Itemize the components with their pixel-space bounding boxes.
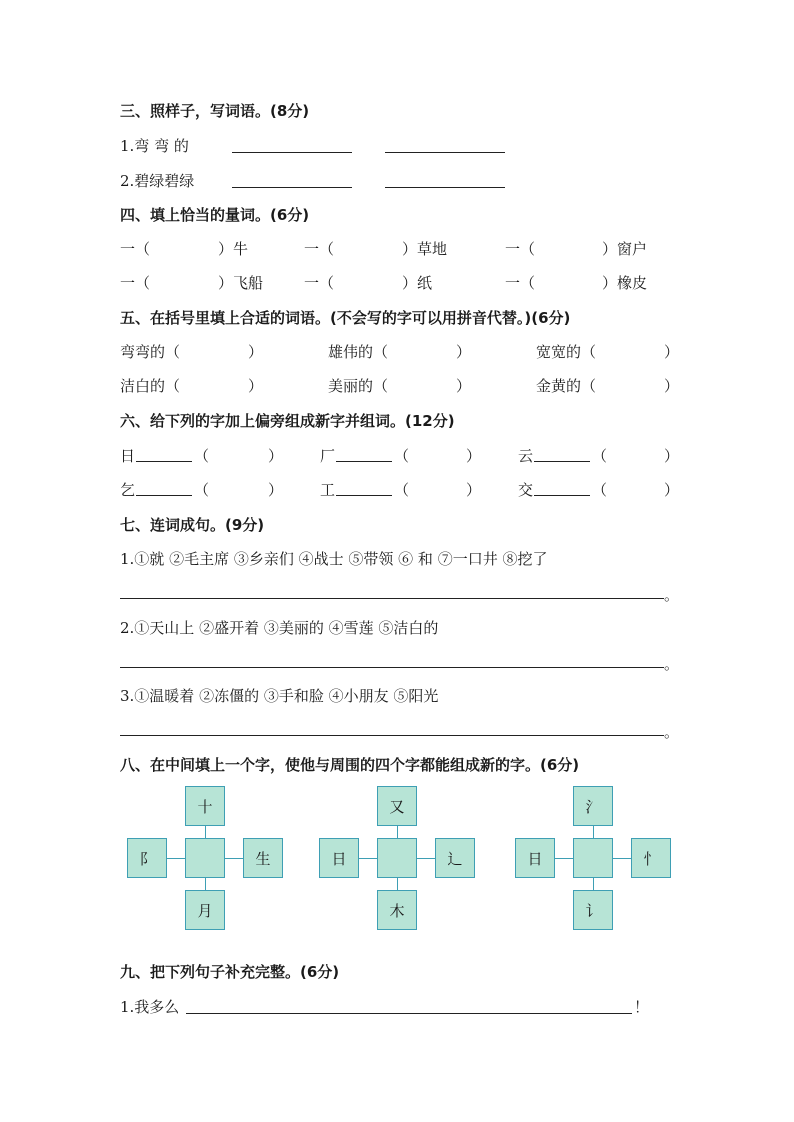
s3-blank-1a[interactable]	[232, 152, 352, 153]
section8-title: 八、在中间填上一个字，使他与周围的四个字都能组成新的字。(6分)	[120, 756, 580, 774]
top-char-box: 十	[185, 786, 225, 826]
s3-blank-2b[interactable]	[385, 187, 505, 188]
s6-r1c3-char: 云	[518, 447, 534, 465]
connector	[205, 825, 206, 839]
s6-r1c2-blank[interactable]	[336, 461, 392, 462]
s6-r1c1-close: ）	[268, 447, 284, 465]
s6-r1c2-open: （	[394, 447, 410, 465]
connector	[397, 825, 398, 839]
section3-title: 三、照样子，写词语。(8分)	[120, 102, 310, 120]
s7-item-3: 3.①温暖着 ②冻僵的 ③手和脸 ④小朋友 ⑤阳光	[120, 687, 439, 705]
s7-answer-line-1[interactable]	[120, 598, 664, 599]
s9-answer-line-1[interactable]	[186, 1013, 632, 1014]
s6-r2c2-close: ）	[466, 481, 482, 499]
section6-title: 六、给下列的字加上偏旁组成新字并组词。(12分)	[120, 412, 455, 430]
s4-r1c2-post: ）草地	[402, 240, 448, 258]
s4-r2c2-post: ）纸	[402, 274, 433, 292]
s6-r2c1-close: ）	[268, 481, 284, 499]
s7-answer-line-3[interactable]	[120, 735, 664, 736]
s4-r1c3-post: ）窗户	[602, 240, 648, 258]
s7-end-2: 。	[664, 655, 680, 673]
left-char-box: 日	[319, 838, 359, 878]
s4-r1c2-pre: 一（	[304, 240, 335, 258]
connector	[593, 825, 594, 839]
s7-item-1: 1.①就 ②毛主席 ③乡亲们 ④战士 ⑤带领 ⑥ 和 ⑦一口井 ⑧挖了	[120, 550, 548, 568]
s6-r2c2-char: 工	[320, 481, 336, 499]
s6-r1c3-blank[interactable]	[534, 461, 590, 462]
connector	[225, 858, 243, 859]
connector	[359, 858, 377, 859]
s5-r2c2-close: ）	[456, 377, 472, 395]
s4-r2c1-pre: 一（	[120, 274, 151, 292]
center-answer-box[interactable]	[573, 838, 613, 878]
s7-item-2: 2.①天山上 ②盛开着 ③美丽的 ④雪莲 ⑤洁白的	[120, 619, 439, 637]
s5-r2c2: 美丽的（	[328, 377, 389, 395]
connector	[417, 858, 435, 859]
s3-blank-1b[interactable]	[385, 152, 505, 153]
s5-r2c3-close: ）	[664, 377, 680, 395]
s6-r2c2-blank[interactable]	[336, 495, 392, 496]
section7-title: 七、连词成句。(9分)	[120, 516, 265, 534]
s6-r2c1-open: （	[194, 481, 210, 499]
section4-title: 四、填上恰当的量词。(6分)	[120, 206, 310, 224]
s6-r1c1-blank[interactable]	[136, 461, 192, 462]
s6-r1c1-char: 日	[120, 447, 136, 465]
s6-r1c3-close: ）	[664, 447, 680, 465]
s3-item-1: 1.弯 弯 的	[120, 137, 189, 155]
s4-r2c3-pre: 一（	[505, 274, 536, 292]
s6-r2c3-close: ）	[664, 481, 680, 499]
s5-r1c2: 雄伟的（	[328, 343, 389, 361]
s7-end-3: 。	[664, 723, 680, 741]
s6-r2c3-char: 交	[518, 481, 534, 499]
s5-r1c1-close: ）	[248, 343, 264, 361]
s5-r1c3: 宽宽的（	[536, 343, 597, 361]
s9-item-1-post: ！	[634, 998, 650, 1016]
s5-r1c2-close: ）	[456, 343, 472, 361]
s3-item-2: 2.碧绿碧绿	[120, 172, 195, 190]
left-char-box: 阝	[127, 838, 167, 878]
section5-title: 五、在括号里填上合适的词语。(不会写的字可以用拼音代替。)(6分)	[120, 309, 571, 327]
s6-r2c1-char: 乞	[120, 481, 136, 499]
s5-r2c1: 洁白的（	[120, 377, 181, 395]
s9-item-1-pre: 1.我多么	[120, 998, 180, 1016]
center-answer-box[interactable]	[185, 838, 225, 878]
s4-r1c3-pre: 一（	[505, 240, 536, 258]
bottom-char-box: 木	[377, 890, 417, 930]
right-char-box: 辶	[435, 838, 475, 878]
s7-end-1: 。	[664, 586, 680, 604]
s4-r2c2-pre: 一（	[304, 274, 335, 292]
section9-title: 九、把下列句子补充完整。(6分)	[120, 963, 340, 981]
s6-r1c2-close: ）	[466, 447, 482, 465]
s6-r2c2-open: （	[394, 481, 410, 499]
s5-r1c3-close: ）	[664, 343, 680, 361]
connector	[613, 858, 631, 859]
right-char-box: 生	[243, 838, 283, 878]
s6-r1c3-open: （	[592, 447, 608, 465]
s6-r2c1-blank[interactable]	[136, 495, 192, 496]
s6-r1c1-open: （	[194, 447, 210, 465]
s5-r1c1: 弯弯的（	[120, 343, 181, 361]
bottom-char-box: 讠	[573, 890, 613, 930]
connector	[555, 858, 573, 859]
s4-r2c3-post: ）橡皮	[602, 274, 648, 292]
s3-blank-2a[interactable]	[232, 187, 352, 188]
s6-r2c3-blank[interactable]	[534, 495, 590, 496]
s6-r1c2-char: 厂	[320, 447, 336, 465]
top-char-box: 又	[377, 786, 417, 826]
s5-r2c1-close: ）	[248, 377, 264, 395]
right-char-box: 忄	[631, 838, 671, 878]
center-answer-box[interactable]	[377, 838, 417, 878]
connector	[167, 858, 185, 859]
bottom-char-box: 月	[185, 890, 225, 930]
top-char-box: 氵	[573, 786, 613, 826]
s4-r1c1-post: ）牛	[218, 240, 249, 258]
s6-r2c3-open: （	[592, 481, 608, 499]
s4-r2c1-post: ）飞船	[218, 274, 264, 292]
left-char-box: 日	[515, 838, 555, 878]
s5-r2c3: 金黄的（	[536, 377, 597, 395]
s4-r1c1-pre: 一（	[120, 240, 151, 258]
s7-answer-line-2[interactable]	[120, 667, 664, 668]
